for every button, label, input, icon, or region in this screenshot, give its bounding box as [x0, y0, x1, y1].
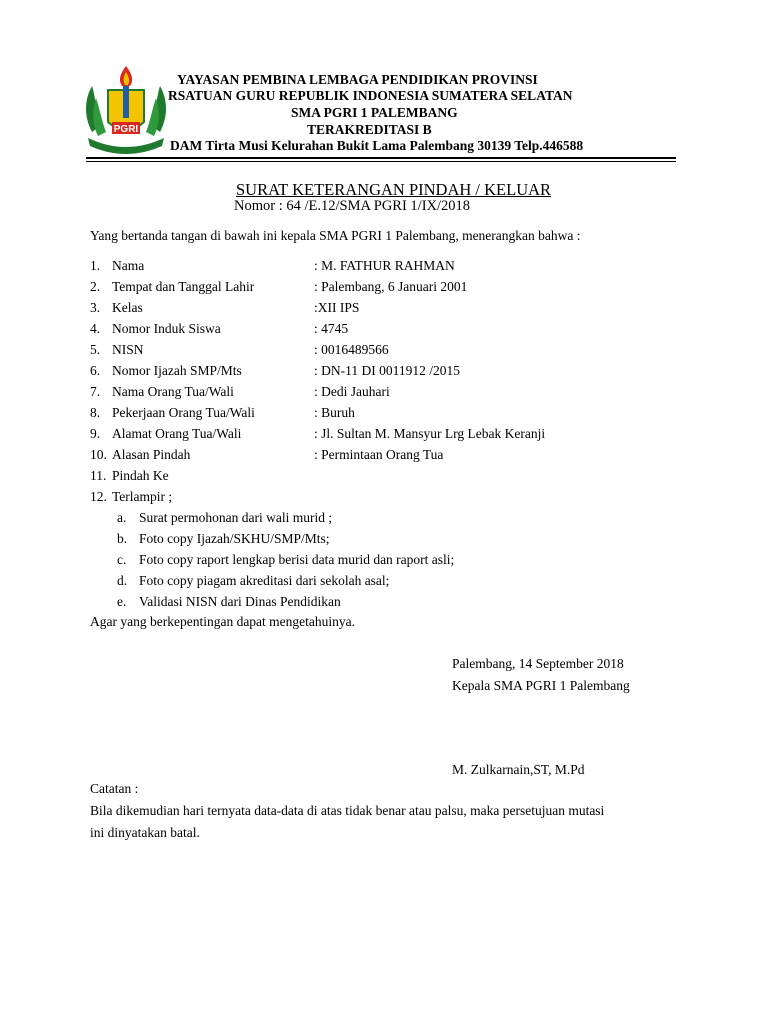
field-value: : Permintaan Orang Tua: [314, 447, 444, 462]
signature-name: M. Zulkarnain,ST, M.Pd: [452, 762, 585, 777]
signature-position: Kepala SMA PGRI 1 Palembang: [452, 678, 630, 693]
header-divider-top: [86, 157, 676, 159]
field-label: Kelas: [112, 300, 143, 315]
field-label: Tempat dan Tanggal Lahir: [112, 279, 255, 294]
logo-text: PGRI: [113, 124, 139, 135]
attachment-item: Foto copy piagam akreditasi dari sekolah asal;: [139, 573, 390, 588]
field-value: : Palembang, 6 Januari 2001: [314, 279, 468, 294]
field-value: : 0016489566: [314, 342, 389, 357]
note-label: Catatan :: [90, 781, 139, 796]
field-value: : Dedi Jauhari: [314, 384, 390, 399]
field-label: Alamat Orang Tua/Wali: [112, 426, 242, 441]
field-label: Pindah Ke: [112, 468, 169, 483]
attachment-item: Surat permohonan dari wali murid ;: [139, 510, 333, 525]
field-label: NISN: [112, 342, 144, 357]
note-line2: ini dinyatakan batal.: [90, 825, 200, 840]
attachment-item: Validasi NISN dari Dinas Pendidikan: [139, 594, 341, 609]
field-label: Nomor Induk Siswa: [112, 321, 221, 336]
field-label: Nomor Ijazah SMP/Mts: [112, 363, 242, 378]
field-number: 12.: [90, 489, 107, 504]
field-number: 3.: [90, 300, 101, 315]
field-value: : Jl. Sultan M. Mansyur Lrg Lebak Keranji: [314, 426, 546, 441]
field-number: 11.: [90, 468, 107, 483]
intro-text: Yang bertanda tangan di bawah ini kepala SMA PGRI 1 Palembang, menerangkan bahwa :: [90, 228, 581, 243]
field-number: 9.: [90, 426, 101, 441]
document-title: [236, 180, 551, 200]
field-number: 8.: [90, 405, 101, 420]
field-number: 5.: [90, 342, 101, 357]
field-number: 2.: [90, 279, 101, 294]
field-number: 6.: [90, 363, 101, 378]
field-value: : M. FATHUR RAHMAN: [314, 258, 455, 273]
header-divider-bottom: [86, 161, 676, 162]
field-number: 4.: [90, 321, 101, 336]
field-number: 7.: [90, 384, 101, 399]
letterhead-address: DAM Tirta Musi Kelurahan Bukit Lama Palembang 30139 Telp.446588: [170, 138, 584, 153]
attachment-letter: a.: [117, 510, 127, 525]
attachment-item: Foto copy raport lengkap berisi data murid dan raport asli;: [139, 552, 455, 567]
field-value: : 4745: [314, 321, 349, 336]
field-value: :XII IPS: [314, 300, 360, 315]
attachment-item: Foto copy Ijazah/SKHU/SMP/Mts;: [139, 531, 330, 546]
field-label: Terlampir ;: [112, 489, 173, 504]
document-title-text: SURAT KETERANGAN PINDAH / KELUAR: [236, 180, 552, 199]
field-label: Nama: [112, 258, 145, 273]
attachment-letter: b.: [117, 531, 128, 546]
letterhead-school-name: SMA PGRI 1 PALEMBANG: [291, 105, 458, 120]
field-number: 10.: [90, 447, 107, 462]
field-label: Pekerjaan Orang Tua/Wali: [112, 405, 255, 420]
signature-place-date: Palembang, 14 September 2018: [452, 656, 624, 671]
attachment-letter: e.: [117, 594, 127, 609]
attachment-letter: c.: [117, 552, 127, 567]
field-value: : Buruh: [314, 405, 355, 420]
field-value: : DN-11 DI 0011912 /2015: [314, 363, 460, 378]
letterhead-line1: YAYASAN PEMBINA LEMBAGA PENDIDIKAN PROVINSI: [177, 72, 538, 87]
closing-text: Agar yang berkepentingan dapat mengetahuinya.: [90, 614, 356, 629]
pgri-logo: [78, 62, 174, 158]
document-number: Nomor : 64 /E.12/SMA PGRI 1/IX/2018: [234, 198, 471, 214]
letterhead-accreditation: TERAKREDITASI B: [307, 122, 432, 137]
field-number: 1.: [90, 258, 101, 273]
letterhead-line2: RSATUAN GURU REPUBLIK INDONESIA SUMATERA SELATAN: [168, 88, 573, 103]
field-label: Alasan Pindah: [112, 447, 191, 462]
field-label: Nama Orang Tua/Wali: [112, 384, 234, 399]
note-line1: Bila dikemudian hari ternyata data-data di atas tidak benar atau palsu, maka persetujuan mutasi: [90, 803, 605, 818]
attachment-letter: d.: [117, 573, 128, 588]
